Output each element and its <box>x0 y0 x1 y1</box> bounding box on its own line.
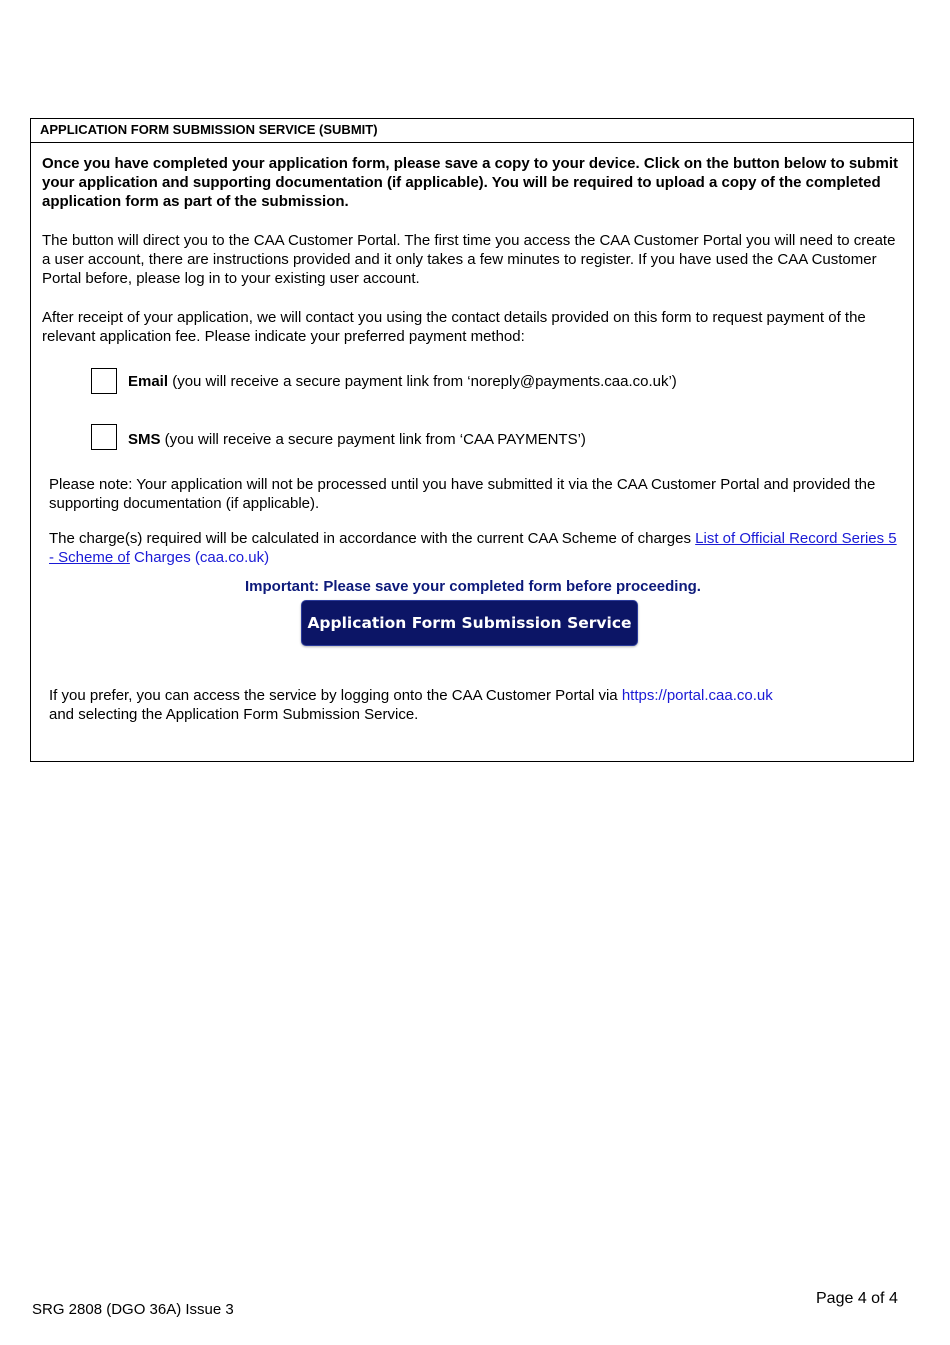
sms-option-label <box>128 430 586 449</box>
submission-service-button[interactable]: Application Form Submission Service <box>301 600 638 646</box>
portal-alternative-text <box>49 686 899 724</box>
email-option-label <box>128 372 677 391</box>
important-notice: Important: Please save your completed form before proceeding. <box>245 578 701 595</box>
sms-option-desc: (you will receive a secure payment link from ‘CAA PAYMENTS’) <box>160 431 586 448</box>
scheme-of-charges-link-suffix[interactable]: Charges (caa.co.uk) <box>129 549 270 566</box>
sms-option-title: SMS <box>128 431 161 448</box>
email-payment-checkbox[interactable] <box>91 368 117 394</box>
email-option-desc: (you will receive a secure payment link from ‘noreply@payments.caa.co.uk’) <box>168 373 677 390</box>
intro-instructions: Once you have completed your application form, please save a copy to your device. Click on the button below to submit your application and supporting documentation (if applicable). You will be required to upload a copy of the completed application form as part of the submission. <box>42 155 899 210</box>
processing-note: Please note: Your application will not be processed until you have submitted it via the CAA Customer Portal and provided the supporting documentation (if applicable). <box>49 476 876 512</box>
charges-prefix: The charge(s) required will be calculated in accordance with the current CAA Scheme of charges <box>49 530 696 547</box>
payment-instructions: After receipt of your application, we will contact you using the contact details provided on this form to request payment of the relevant application fee. Please indicate your preferred payment method: <box>42 309 866 345</box>
section-header: APPLICATION FORM SUBMISSION SERVICE (SUBMIT) <box>31 119 913 143</box>
scheme-of-charges-link[interactable]: List of Official Record Series 5 - Scheme of <box>49 530 897 566</box>
document-reference: SRG 2808 (DGO 36A) Issue 3 <box>32 1301 234 1318</box>
portal-instructions: The button will direct you to the CAA Customer Portal. The first time you access the CAA Customer Portal you will need to create a user account, there are instructions provided and it only takes a few minutes to register. If you have used the CAA Customer Portal before, please log in to your existing user account. <box>42 232 896 287</box>
sms-payment-checkbox[interactable] <box>91 424 117 450</box>
prefer-prefix: If you prefer, you can access the service by logging onto the CAA Customer Portal via <box>49 687 622 704</box>
portal-url-link[interactable]: https://portal.caa.co.uk <box>621 687 773 704</box>
page-number: Page 4 of 4 <box>816 1290 898 1307</box>
prefer-suffix: and selecting the Application Form Submission Service. <box>49 706 419 723</box>
submission-section <box>30 118 914 762</box>
charges-text <box>49 529 899 567</box>
email-option-title: Email <box>128 373 169 390</box>
